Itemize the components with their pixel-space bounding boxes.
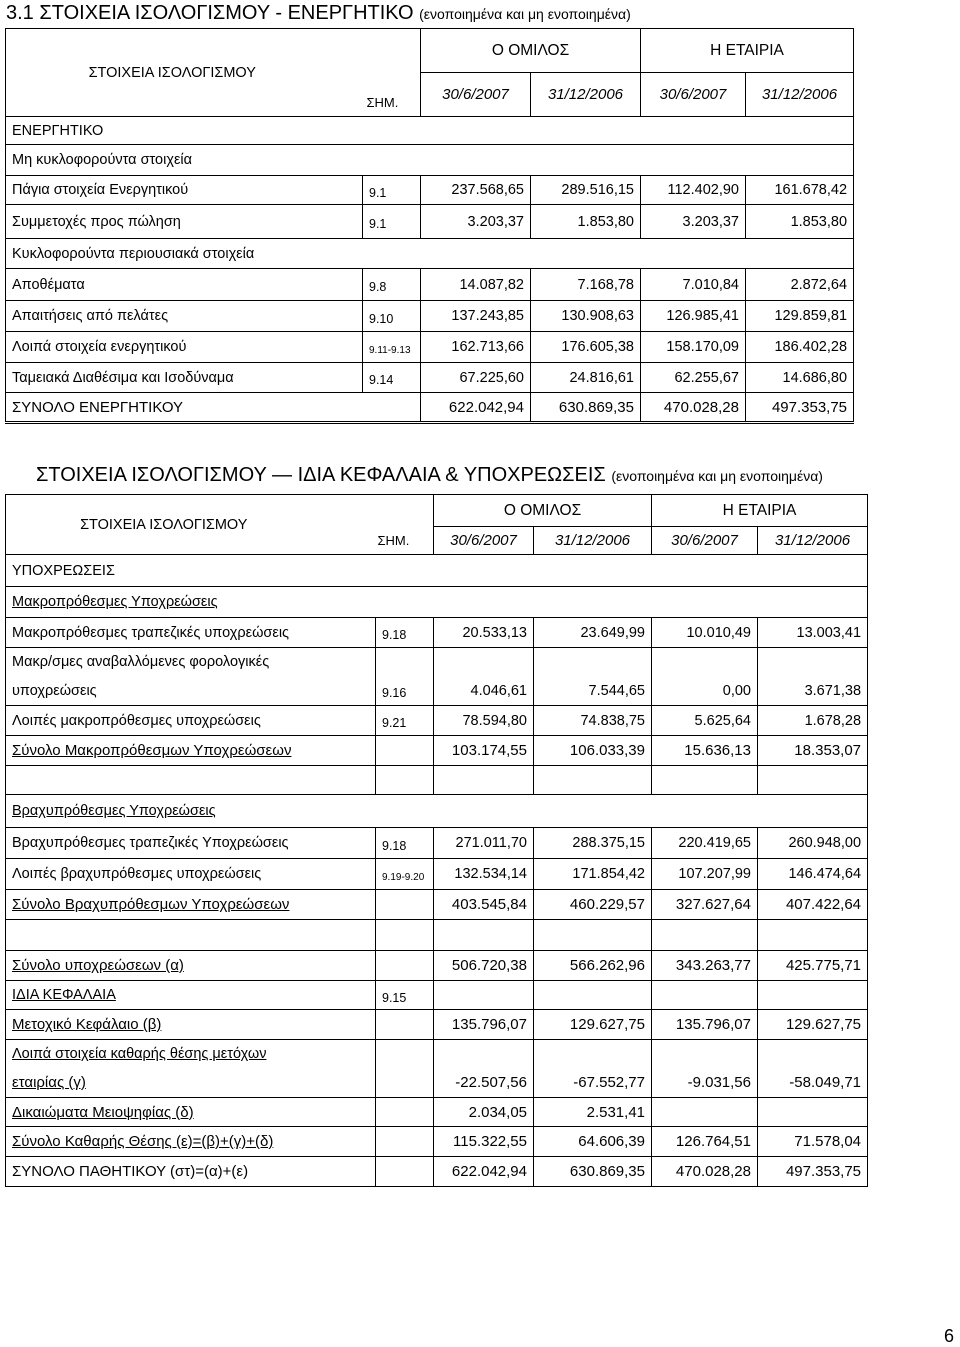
row-label: Απαιτήσεις από πελάτες bbox=[6, 301, 363, 332]
section2-title bbox=[36, 464, 823, 487]
table-row bbox=[6, 677, 868, 706]
table-row bbox=[6, 269, 854, 301]
row-label: ΙΔΙΑ ΚΕΦΑΛΑΙΑ bbox=[6, 981, 376, 1010]
row-value: 146.474,64 bbox=[758, 859, 868, 890]
row-label: Σύνολο Καθαρής Θέσης (ε)=(β)+(γ)+(δ) bbox=[6, 1127, 376, 1157]
row-value: 106.033,39 bbox=[534, 736, 652, 766]
heading-current: Κυκλοφορούντα περιουσιακά στοιχεία bbox=[6, 239, 854, 269]
row-value: 0,00 bbox=[652, 677, 758, 706]
row-value: 130.908,63 bbox=[531, 301, 641, 332]
note-column-header: ΣΗΜ. bbox=[363, 29, 421, 117]
row-label: Αποθέματα bbox=[6, 269, 363, 301]
table-row bbox=[6, 706, 868, 736]
row-value: 2.531,41 bbox=[534, 1098, 652, 1127]
row-label: ΣΥΝΟΛΟ ΠΑΘΗΤΙΚΟΥ (στ)=(α)+(ε) bbox=[6, 1157, 376, 1187]
date-header: 30/6/2007 bbox=[641, 73, 746, 117]
row-label: Πάγια στοιχεία Ενεργητικού bbox=[6, 176, 363, 205]
row-value: 132.534,14 bbox=[434, 859, 534, 890]
row-value: 1.853,80 bbox=[746, 205, 854, 239]
row-value: 260.948,00 bbox=[758, 828, 868, 859]
date-header: 30/6/2007 bbox=[421, 73, 531, 117]
row-label: Συμμετοχές προς πώληση bbox=[6, 205, 363, 239]
row-value: 129.859,81 bbox=[746, 301, 854, 332]
row-value: 103.174,55 bbox=[434, 736, 534, 766]
row-value: 115.322,55 bbox=[434, 1127, 534, 1157]
row-value: 18.353,07 bbox=[758, 736, 868, 766]
row-value: 3.203,37 bbox=[421, 205, 531, 239]
row-value: 1.678,28 bbox=[758, 706, 868, 736]
table-row bbox=[6, 1098, 868, 1127]
row-value: 343.263,77 bbox=[652, 951, 758, 981]
row-value: 470.028,28 bbox=[652, 1157, 758, 1187]
row-value bbox=[758, 1098, 868, 1127]
row-label: Λοιπά στοιχεία ενεργητικού bbox=[6, 332, 363, 363]
row-value: 186.402,28 bbox=[746, 332, 854, 363]
row-label: εταιρίας (γ) bbox=[6, 1068, 376, 1098]
row-value bbox=[652, 1098, 758, 1127]
row-label: Μακροπρόθεσμες τραπεζικές υποχρεώσεις bbox=[6, 618, 376, 648]
total-value: 470.028,28 bbox=[641, 393, 746, 423]
row-value: 237.568,65 bbox=[421, 176, 531, 205]
heading-shortterm: Βραχυπρόθεσμες Υποχρεώσεις bbox=[6, 795, 868, 828]
row-value: 5.625,64 bbox=[652, 706, 758, 736]
row-value: 126.985,41 bbox=[641, 301, 746, 332]
row-value: 407.422,64 bbox=[758, 890, 868, 920]
section1-title bbox=[6, 2, 631, 25]
heading-assets: ΕΝΕΡΓΗΤΙΚΟ bbox=[6, 117, 854, 145]
row-note: 9.18 bbox=[376, 828, 434, 859]
subtotal-row bbox=[6, 890, 868, 920]
label-column-header: ΣΤΟΙΧΕΙΑ ΙΣΟΛΟΓΙΣΜΟΥ bbox=[6, 29, 363, 117]
row-value: 7.544,65 bbox=[534, 677, 652, 706]
note-column-header: ΣΗΜ. bbox=[376, 495, 434, 555]
row-note: 9.16 bbox=[376, 677, 434, 706]
table-row bbox=[6, 859, 868, 890]
row-value: 71.578,04 bbox=[758, 1127, 868, 1157]
row-value: 289.516,15 bbox=[531, 176, 641, 205]
row-value: 64.606,39 bbox=[534, 1127, 652, 1157]
row-value: 4.046,61 bbox=[434, 677, 534, 706]
total-row bbox=[6, 951, 868, 981]
row-label: υποχρεώσεις bbox=[6, 677, 376, 706]
row-value: -58.049,71 bbox=[758, 1068, 868, 1098]
row-note: 9.14 bbox=[363, 363, 421, 393]
grand-total-row bbox=[6, 1157, 868, 1187]
row-value: 2.034,05 bbox=[434, 1098, 534, 1127]
date-header: 31/12/2006 bbox=[534, 527, 652, 555]
row-value: 460.229,57 bbox=[534, 890, 652, 920]
row-value: 630.869,35 bbox=[534, 1157, 652, 1187]
group-header-company: Ο ΟΜΙΛΟΣ bbox=[421, 29, 641, 73]
table-row bbox=[6, 301, 854, 332]
row-value: 78.594,80 bbox=[434, 706, 534, 736]
row-value: 20.533,13 bbox=[434, 618, 534, 648]
row-note: 9.15 bbox=[376, 981, 434, 1010]
section2-title-main: ΣΤΟΙΧΕΙΑ ΙΣΟΛΟΓΙΣΜΟΥ — ΙΔΙΑ ΚΕΦΑΛΑΙΑ & ΥΠΟΧΡΕΩΣΕΙΣ bbox=[36, 464, 606, 486]
row-value: 7.010,84 bbox=[641, 269, 746, 301]
row-value: 161.678,42 bbox=[746, 176, 854, 205]
row-value: 107.207,99 bbox=[652, 859, 758, 890]
heading-longterm: Μακροπρόθεσμες Υποχρεώσεις bbox=[6, 587, 868, 618]
row-label: Σύνολο υποχρεώσεων (α) bbox=[6, 951, 376, 981]
heading-noncurrent: Μη κυκλοφορούντα στοιχεία bbox=[6, 145, 854, 176]
row-value: 135.796,07 bbox=[434, 1010, 534, 1040]
section1-title-main: 3.1 ΣΤΟΙΧΕΙΑ ΙΣΟΛΟΓΙΣΜΟΥ - ΕΝΕΡΓΗΤΙΚΟ bbox=[6, 2, 414, 24]
row-value: 15.636,13 bbox=[652, 736, 758, 766]
row-value: 62.255,67 bbox=[641, 363, 746, 393]
row-value: 74.838,75 bbox=[534, 706, 652, 736]
subtotal-row bbox=[6, 736, 868, 766]
group-header-entity: Η ΕΤΑΙΡΙΑ bbox=[641, 29, 854, 73]
row-value: 2.872,64 bbox=[746, 269, 854, 301]
row-label: Σύνολο Μακροπρόθεσμων Υποχρεώσεων bbox=[6, 736, 376, 766]
row-value: 67.225,60 bbox=[421, 363, 531, 393]
row-value: 288.375,15 bbox=[534, 828, 652, 859]
row-label-line1: Λοιπά στοιχεία καθαρής θέσης μετόχων bbox=[6, 1040, 376, 1068]
row-value: 23.649,99 bbox=[534, 618, 652, 648]
row-value: 162.713,66 bbox=[421, 332, 531, 363]
heading-liabilities: ΥΠΟΧΡΕΩΣΕΙΣ bbox=[6, 555, 868, 587]
row-value: -9.031,56 bbox=[652, 1068, 758, 1098]
table-row bbox=[6, 363, 854, 393]
row-value: 14.686,80 bbox=[746, 363, 854, 393]
table-row bbox=[6, 205, 854, 239]
row-note: 9.21 bbox=[376, 706, 434, 736]
date-header: 31/12/2006 bbox=[758, 527, 868, 555]
total-value: 622.042,94 bbox=[421, 393, 531, 423]
assets-table bbox=[5, 28, 854, 424]
row-note: 9.8 bbox=[363, 269, 421, 301]
row-value: 403.545,84 bbox=[434, 890, 534, 920]
row-value: 1.853,80 bbox=[531, 205, 641, 239]
row-value: 220.419,65 bbox=[652, 828, 758, 859]
section2-title-sub: (ενοποιημένα και μη ενοποιημένα) bbox=[611, 468, 823, 484]
row-label: Λοιπές μακροπρόθεσμες υποχρεώσεις bbox=[6, 706, 376, 736]
table-row bbox=[6, 332, 854, 363]
row-value: 176.605,38 bbox=[531, 332, 641, 363]
row-value: 13.003,41 bbox=[758, 618, 868, 648]
row-note: 9.1 bbox=[363, 205, 421, 239]
row-value: 327.627,64 bbox=[652, 890, 758, 920]
row-value: 135.796,07 bbox=[652, 1010, 758, 1040]
date-header: 31/12/2006 bbox=[531, 73, 641, 117]
row-note: 9.1 bbox=[363, 176, 421, 205]
row-value: 3.203,37 bbox=[641, 205, 746, 239]
row-value: 497.353,75 bbox=[758, 1157, 868, 1187]
row-value: 24.816,61 bbox=[531, 363, 641, 393]
liabilities-table bbox=[5, 494, 868, 1187]
group-header-company: Ο ΟΜΙΛΟΣ bbox=[434, 495, 652, 527]
total-row bbox=[6, 393, 854, 423]
row-value: 14.087,82 bbox=[421, 269, 531, 301]
row-note: 9.10 bbox=[363, 301, 421, 332]
row-value: 566.262,96 bbox=[534, 951, 652, 981]
row-label: Ταμειακά Διαθέσιμα και Ισοδύναμα bbox=[6, 363, 363, 393]
row-label: Μετοχικό Κεφάλαιο (β) bbox=[6, 1010, 376, 1040]
table-row bbox=[6, 1010, 868, 1040]
section1-title-sub: (ενοποιημένα και μη ενοποιημένα) bbox=[419, 6, 631, 22]
row-label: Δικαιώματα Μειοψηφίας (δ) bbox=[6, 1098, 376, 1127]
group-header-entity: Η ΕΤΑΙΡΙΑ bbox=[652, 495, 868, 527]
row-label-line1: Μακρ/σμες αναβαλλόμενες φορολογικές bbox=[6, 648, 376, 677]
table-row bbox=[6, 828, 868, 859]
row-value: 622.042,94 bbox=[434, 1157, 534, 1187]
row-note: 9.18 bbox=[376, 618, 434, 648]
row-value: 3.671,38 bbox=[758, 677, 868, 706]
row-value: 10.010,49 bbox=[652, 618, 758, 648]
row-value: 137.243,85 bbox=[421, 301, 531, 332]
row-value: 425.775,71 bbox=[758, 951, 868, 981]
row-value: 129.627,75 bbox=[534, 1010, 652, 1040]
date-header: 30/6/2007 bbox=[652, 527, 758, 555]
table-row bbox=[6, 1068, 868, 1098]
row-value: 129.627,75 bbox=[758, 1010, 868, 1040]
date-header: 31/12/2006 bbox=[746, 73, 854, 117]
total-value: 497.353,75 bbox=[746, 393, 854, 423]
table-row bbox=[6, 176, 854, 205]
row-value: -67.552,77 bbox=[534, 1068, 652, 1098]
total-value: 630.869,35 bbox=[531, 393, 641, 423]
row-value: 271.011,70 bbox=[434, 828, 534, 859]
row-note: 9.19-9.20 bbox=[376, 859, 434, 890]
row-value: 506.720,38 bbox=[434, 951, 534, 981]
row-note: 9.11-9.13 bbox=[363, 332, 421, 363]
table-row bbox=[6, 981, 868, 1010]
row-value: -22.507,56 bbox=[434, 1068, 534, 1098]
page-number: 6 bbox=[943, 1326, 954, 1346]
row-value: 7.168,78 bbox=[531, 269, 641, 301]
row-label: Σύνολο Βραχυπρόθεσμων Υποχρεώσεων bbox=[6, 890, 376, 920]
row-label: Λοιπές βραχυπρόθεσμες υποχρεώσεις bbox=[6, 859, 376, 890]
row-value: 126.764,51 bbox=[652, 1127, 758, 1157]
row-value: 171.854,42 bbox=[534, 859, 652, 890]
total-label: ΣΥΝΟΛΟ ΕΝΕΡΓΗΤΙΚΟΥ bbox=[6, 393, 421, 423]
date-header: 30/6/2007 bbox=[434, 527, 534, 555]
label-column-header: ΣΤΟΙΧΕΙΑ ΙΣΟΛΟΓΙΣΜΟΥ bbox=[6, 495, 376, 555]
total-row bbox=[6, 1127, 868, 1157]
row-value: 112.402,90 bbox=[641, 176, 746, 205]
table-row bbox=[6, 618, 868, 648]
row-label: Βραχυπρόθεσμες τραπεζικές Υποχρεώσεις bbox=[6, 828, 376, 859]
row-value: 158.170,09 bbox=[641, 332, 746, 363]
